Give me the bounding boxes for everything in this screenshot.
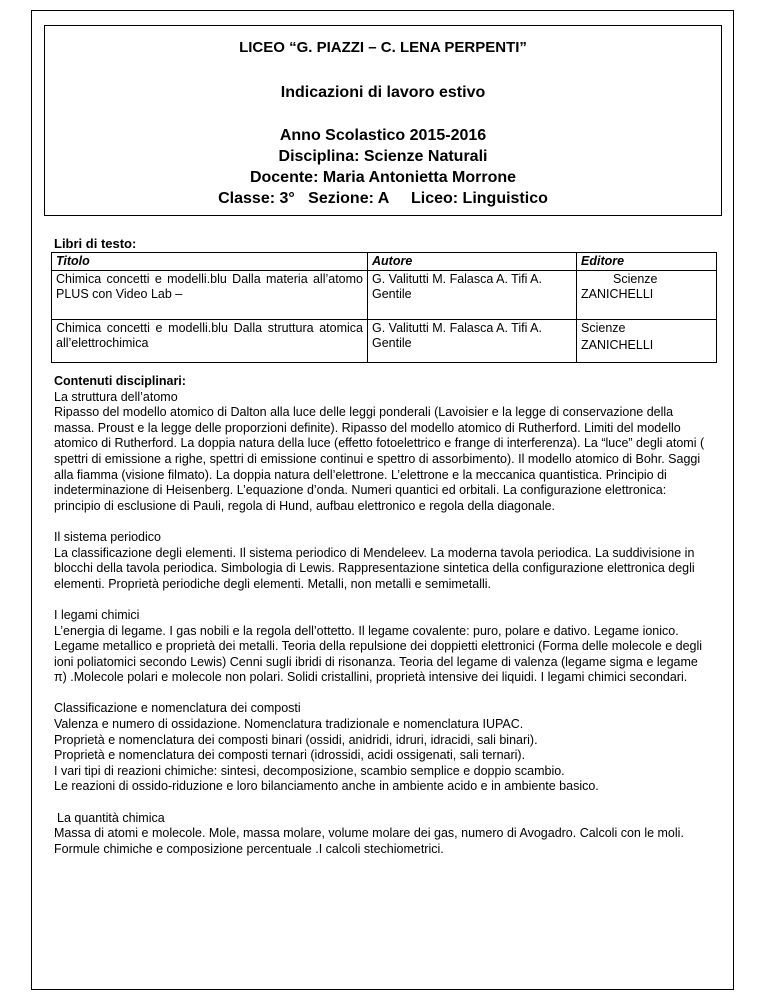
section-line: Proprietà e nomenclatura dei composti ternari (idrossidi, acidi ossigenati, sali ternari). [54, 748, 526, 763]
books-header-row [52, 253, 717, 271]
section-bonds [54, 608, 714, 686]
liceo-label: Liceo: Linguistico [410, 190, 548, 207]
books-heading: Libri di testo: [54, 236, 137, 251]
book-publisher [577, 271, 717, 320]
book-author: G. Valitutti M. Falasca A. Tifi A. Gentile [368, 271, 577, 320]
class-line [45, 190, 721, 208]
section-line: Valenza e numero di ossidazione. Nomenclatura tradizionale e nomenclatura IUPAC. [54, 717, 524, 732]
publisher-line-1: Scienze [613, 272, 658, 286]
section-text: Massa di atomi e molecole. Mole, massa molare, volume molare dei gas, numero di Avogadro. Calcoli con le moli. Formule chimiche e composizione percentuale .I calcoli stechiometrici. [54, 826, 684, 856]
section-title: Il sistema periodico [54, 529, 161, 544]
content-section [54, 374, 714, 873]
section-quantity [54, 811, 714, 858]
books-table [51, 252, 717, 363]
school-name: LICEO “G. PIAZZI – C. LENA PERPENTI” [239, 39, 527, 56]
discipline: Disciplina: Scienze Naturali [278, 148, 488, 165]
publisher-line-2: ZANICHELLI [581, 338, 654, 352]
document-title: Indicazioni di lavoro estivo [280, 84, 486, 101]
book-title: Chimica concetti e modelli.blu Dalla materia all’atomo PLUS con Video Lab – [52, 271, 368, 320]
section-title: La quantità chimica [57, 810, 165, 825]
section-periodic [54, 530, 714, 592]
section-nomenclature [54, 701, 714, 795]
content-heading: Contenuti disciplinari: [54, 374, 186, 388]
book-title: Chimica concetti e modelli.blu Dalla struttura atomica all’elettrochimica [52, 320, 368, 363]
publisher-line-2: ZANICHELLI [581, 287, 654, 301]
section-title: La struttura dell’atomo [54, 389, 178, 404]
section-line: Proprietà e nomenclatura dei composti binari (ossidi, anidridi, idruri, idracidi, sali binari). [54, 732, 538, 747]
publisher-line-1: Scienze [581, 321, 626, 335]
section-text: L’energia di legame. I gas nobili e la regola dell’ottetto. Il legame covalente: puro, polare e dativo. Legame ionico. Legame metallico e proprietà dei metalli. Teoria della repulsione dei doppietti elettronici (Forma delle molecole e degli ioni poliatomici secondo Lewis) Cenni sugli ibridi di risonanza. Teoria del legame di valenza (legame sigma e legame π) .Molecole polari e molecole non polari. Solidi cristallini, proprietà intensive dei liquidi. I legami chimici secondari. [54, 623, 703, 685]
class-label: Classe: 3° [218, 190, 295, 207]
section-text: La classificazione degli elementi. Il sistema periodico di Mendeleev. La moderna tavola periodica. La suddivisione in blocchi della tavola periodica. Simbologia di Lewis. Rappresentazione sintetica della configurazione elettronica degli elementi. Proprietà periodiche degli elementi. Metalli, non metalli e semimetalli. [54, 545, 695, 591]
col-publisher-header: Editore [577, 253, 717, 271]
section-atom [54, 390, 714, 515]
col-author-header: Autore [368, 253, 577, 271]
table-row [52, 271, 717, 320]
book-author: G. Valitutti M. Falasca A. Tifi A. Gentile [368, 320, 577, 363]
table-row [52, 320, 717, 363]
section-label: Sezione: A [308, 190, 389, 207]
section-line: I vari tipi di reazioni chimiche: sintesi, decomposizione, scambio semplice e doppio scambio. [54, 763, 565, 778]
section-title: I legami chimici [54, 607, 140, 622]
section-title: Classificazione e nomenclatura dei composti [54, 701, 301, 716]
header-box [44, 25, 722, 216]
col-title-header: Titolo [52, 253, 368, 271]
section-text: Ripasso del modello atomico di Dalton alla luce delle leggi ponderali (Lavoisier e la legge di conservazione della massa. Proust e la legge delle proporzioni definite). Ripasso del modello atomico di Rutherford. Limiti del modello atomico di Rutherford. La doppia natura della luce (effetto fotoelettrico e frange di interferenza). La “luce” degli atomi ( spettri di emissione a righe, spettri di emissione continui e spettro di assorbimento). Il modello atomico di Bohr. Saggi alla fiamma (visione filmato). La doppia natura dell’elettrone. L’elettrone e la meccanica quantistica. Principio di indeterminazione di Heisenberg. L’equazione d’onda. Numeri quantici ed orbitali. La configurazione elettronica: principio di esclusione di Pauli, regola di Hund, aufbau elettronico e regola della diagonale. [54, 405, 705, 513]
teacher: Docente: Maria Antonietta Morrone [249, 169, 517, 186]
school-year: Anno Scolastico 2015-2016 [279, 127, 487, 144]
book-publisher [577, 320, 717, 363]
section-line: Le reazioni di ossido-riduzione e loro bilanciamento anche in ambiente acido e in ambiente basico. [54, 779, 599, 794]
